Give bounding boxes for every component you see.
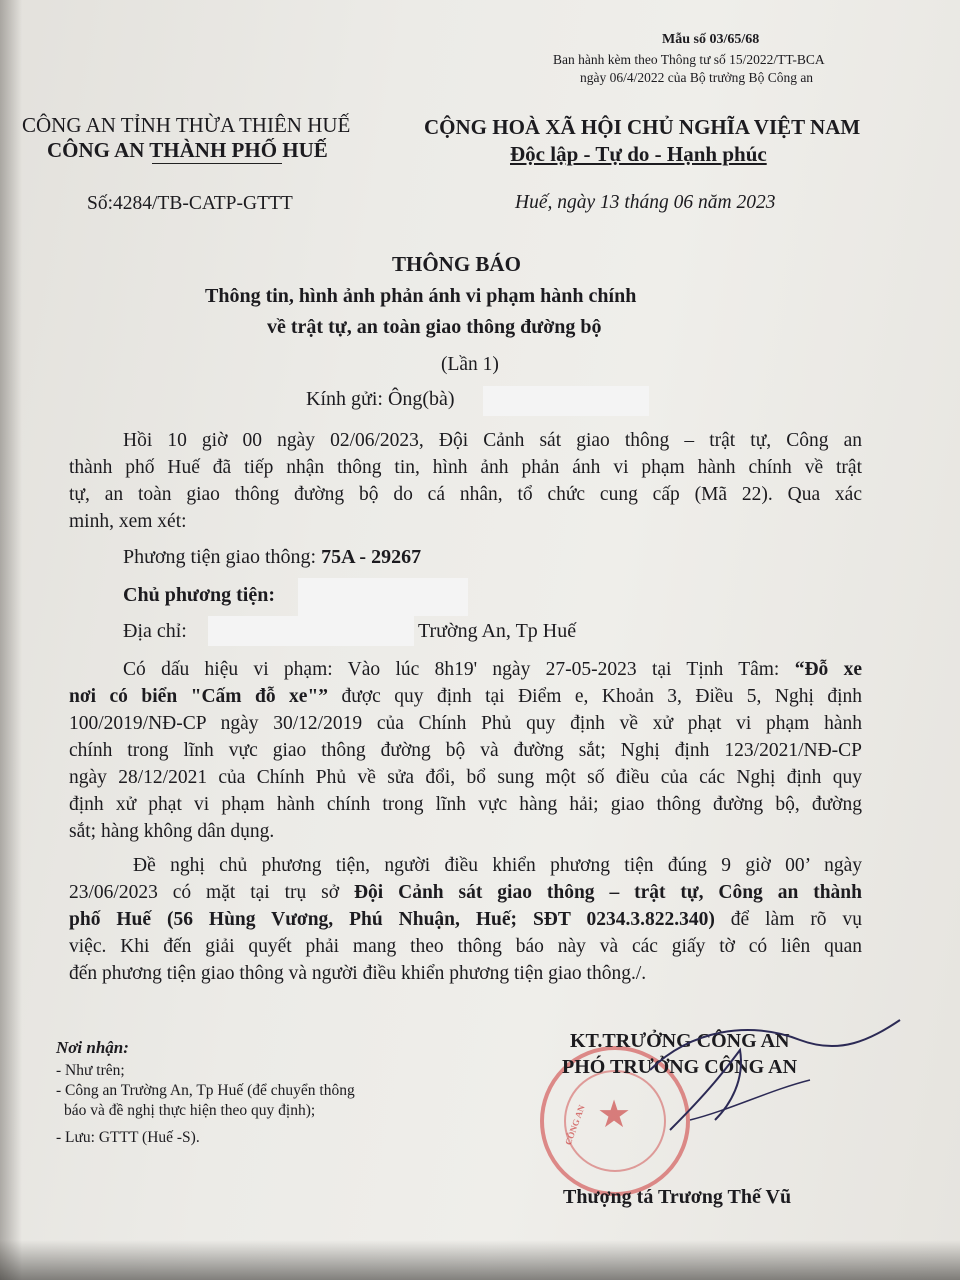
signature-position: PHÓ TRƯỞNG CÔNG AN bbox=[562, 1056, 798, 1078]
violation-line: định xử phạt vi phạm hành chính trong lĩnh vực hàng hải; giao thông đường bộ, đường bbox=[69, 794, 862, 815]
document-number: Số:4284/TB-CATP-GTTT bbox=[87, 193, 293, 214]
page-shadow-bottom bbox=[0, 1240, 960, 1280]
request-text: để làm rõ vụ bbox=[714, 909, 862, 930]
national-title: CỘNG HOÀ XÃ HỘI CHỦ NGHĨA VIỆT NAM bbox=[424, 115, 861, 139]
request-line bbox=[69, 879, 862, 906]
owner-label: Chủ phương tiện: bbox=[123, 584, 276, 606]
title-subject-line2: về trật tự, an toàn giao thông đường bộ bbox=[267, 316, 602, 338]
intro-line: tự, an toàn giao thông đường bộ do cá nhân, tổ chức cung cấp (Mã 22). Qua xác bbox=[69, 484, 862, 505]
violation-line: chính trong lĩnh vực giao thông đường bộ và đường sắt; Nghị định 123/2021/NĐ-CP bbox=[69, 740, 862, 761]
form-number: Mẫu số 03/65/68 bbox=[662, 32, 760, 47]
stamp-text: CÔNG AN bbox=[563, 1103, 587, 1147]
agency-name: CÔNG AN THÀNH PHỐ HUẾ bbox=[47, 138, 328, 162]
agency-underline bbox=[152, 163, 282, 164]
violation-line bbox=[69, 656, 862, 683]
request-line bbox=[69, 906, 862, 933]
request-bold: phố Huế (56 Hùng Vương, Phú Nhuận, Huế; SĐT 0234.3.822.340) bbox=[69, 909, 715, 930]
violation-line: 100/2019/NĐ-CP ngày 30/12/2019 của Chính Phủ quy định về xử phạt vi phạm hành bbox=[69, 713, 862, 734]
violation-paragraph bbox=[69, 656, 862, 845]
recipients-item: báo và đề nghị thực hiện theo quy định); bbox=[64, 1102, 316, 1119]
title-subject-line1: Thông tin, hình ảnh phản ánh vi phạm hành chính bbox=[205, 285, 637, 307]
violation-line bbox=[69, 683, 862, 710]
recipients-item: - Như trên; bbox=[56, 1062, 125, 1079]
recipients-title: Nơi nhận: bbox=[56, 1038, 129, 1057]
address-ward: Trường An, Tp Huế bbox=[418, 620, 577, 642]
vehicle-line bbox=[123, 546, 421, 569]
address-label: Địa chỉ: bbox=[123, 620, 187, 642]
page-title: THÔNG BÁO bbox=[392, 252, 521, 276]
request-line: Đề nghị chủ phương tiện, người điều khiển phương tiện đúng 9 giờ 00’ ngày bbox=[133, 855, 862, 876]
issue-date: Huế, ngày 13 tháng 06 năm 2023 bbox=[515, 192, 776, 213]
vehicle-owner-line bbox=[123, 584, 275, 607]
attempt-number: (Lần 1) bbox=[441, 354, 499, 375]
recipients-item: - Công an Trường An, Tp Huế (để chuyển thông bbox=[56, 1082, 355, 1099]
violation-text: được quy định tại Điểm e, Khoản 3, Điều 5, Nghị định bbox=[328, 686, 862, 707]
recipients-item: - Lưu: GTTT (Huế -S). bbox=[56, 1129, 200, 1146]
redacted-recipient-name bbox=[483, 386, 649, 416]
request-line: đến phương tiện giao thông và người điều khiển phương tiện giao thông./. bbox=[69, 963, 647, 984]
redacted-address bbox=[208, 616, 414, 646]
star-icon: ★ bbox=[597, 1094, 632, 1136]
form-reference-line2: ngày 06/4/2022 của Bộ trưởng Bộ Công an bbox=[580, 70, 814, 85]
request-bold: Đội Cảnh sát giao thông – trật tự, Công an thành bbox=[353, 882, 862, 903]
national-motto: Độc lập - Tự do - Hạnh phúc bbox=[510, 142, 767, 166]
violation-line: ngày 28/12/2021 của Chính Phủ về sửa đổi, bổ sung một số điều của các Nghị định quy bbox=[69, 767, 862, 788]
recipient-label: Kính gửi: Ông(bà) bbox=[306, 388, 455, 410]
signature-title: KT.TRƯỞNG CÔNG AN bbox=[570, 1030, 790, 1052]
form-reference-line1: Ban hành kèm theo Thông tư số 15/2022/TT-BCA bbox=[553, 52, 825, 67]
request-line: việc. Khi đến giải quyết phải mang theo thông báo này và các giấy tờ có liên quan bbox=[69, 936, 862, 957]
violation-text: Có dấu hiệu vi phạm: Vào lúc 8h19' ngày 27-05-2023 tại Tịnh Tâm: bbox=[123, 659, 795, 680]
signer-name: Thượng tá Trương Thế Vũ bbox=[563, 1186, 792, 1208]
vehicle-label: Phương tiện giao thông: bbox=[123, 546, 322, 568]
handwritten-signature bbox=[630, 1010, 910, 1140]
redacted-owner-name bbox=[298, 578, 468, 616]
license-plate: 75A - 29267 bbox=[321, 546, 422, 568]
request-text: 23/06/2023 có mặt tại trụ sở bbox=[69, 882, 354, 903]
request-paragraph bbox=[69, 852, 862, 987]
intro-paragraph bbox=[69, 427, 862, 535]
violation-bold: “Đỗ xe bbox=[794, 659, 862, 680]
violation-line: sắt; hàng không dân dụng. bbox=[69, 821, 275, 842]
intro-line: Hồi 10 giờ 00 ngày 02/06/2023, Đội Cảnh sát giao thông – trật tự, Công an bbox=[123, 430, 862, 451]
page-shadow-left bbox=[0, 0, 22, 1280]
agency-parent: CÔNG AN TỈNH THỪA THIÊN HUẾ bbox=[22, 113, 351, 137]
intro-line: minh, xem xét: bbox=[69, 511, 187, 532]
violation-bold: nơi có biển "Cấm đỗ xe"” bbox=[69, 686, 329, 707]
intro-line: thành phố Huế đã tiếp nhận thông tin, hình ảnh phản ánh vi phạm hành chính về trật bbox=[69, 457, 862, 478]
